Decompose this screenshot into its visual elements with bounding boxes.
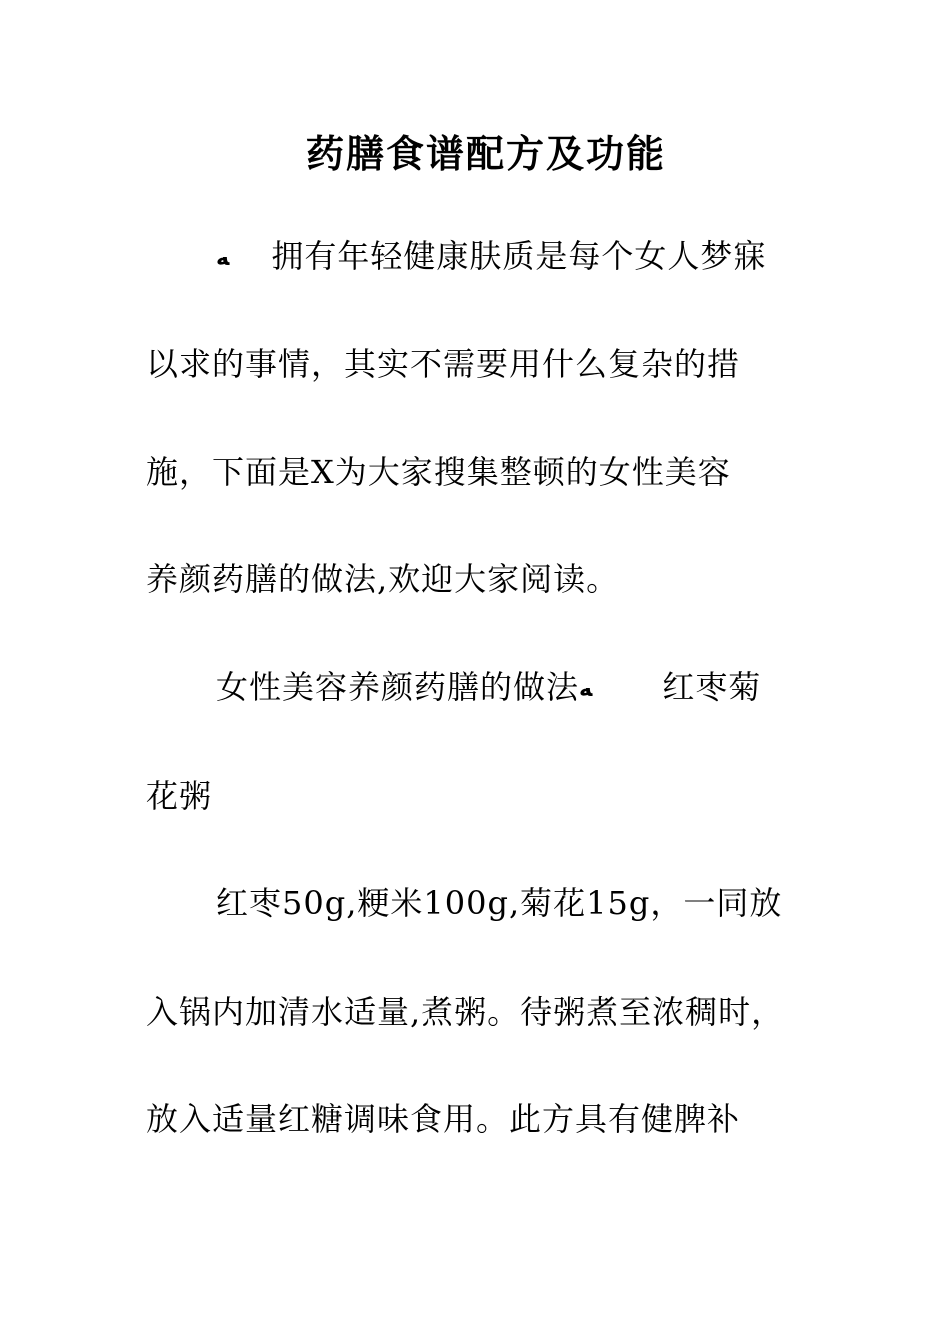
paragraph-1-line-2: 以求的事情，其实不需要用什么复杂的措 xyxy=(146,345,741,383)
paragraph-2-line-1: 红枣50g,粳米100g,菊花15g，一同放 xyxy=(216,884,783,922)
bullet-icon: ﻪ xyxy=(216,245,230,271)
paragraph-1-line-4: 养颜药膳的做法,欢迎大家阅读。 xyxy=(146,560,620,598)
section-heading-line-1 xyxy=(216,665,761,712)
section-heading-text: 女性美容养颜药膳的做法 xyxy=(216,668,580,706)
paragraph-1-line-1-text: 拥有年轻健康肤质是每个女人梦寐 xyxy=(271,237,767,275)
document-title: 药膳食谱配方及功能 xyxy=(305,131,666,176)
paragraph-2-line-2: 入锅内加清水适量,煮粥。待粥煮至浓稠时， xyxy=(146,993,785,1031)
paragraph-1-line-3: 施，下面是X为大家搜集整顿的女性美容 xyxy=(146,453,731,491)
paragraph-2-line-3: 放入适量红糖调味食用。此方具有健脾补 xyxy=(146,1100,741,1138)
bullet-icon: ﻪ xyxy=(579,676,593,702)
paragraph-1-line-1 xyxy=(216,234,766,281)
recipe-name-part-2: 花粥 xyxy=(146,777,213,815)
recipe-name-part-1: 红枣菊 xyxy=(662,668,762,706)
